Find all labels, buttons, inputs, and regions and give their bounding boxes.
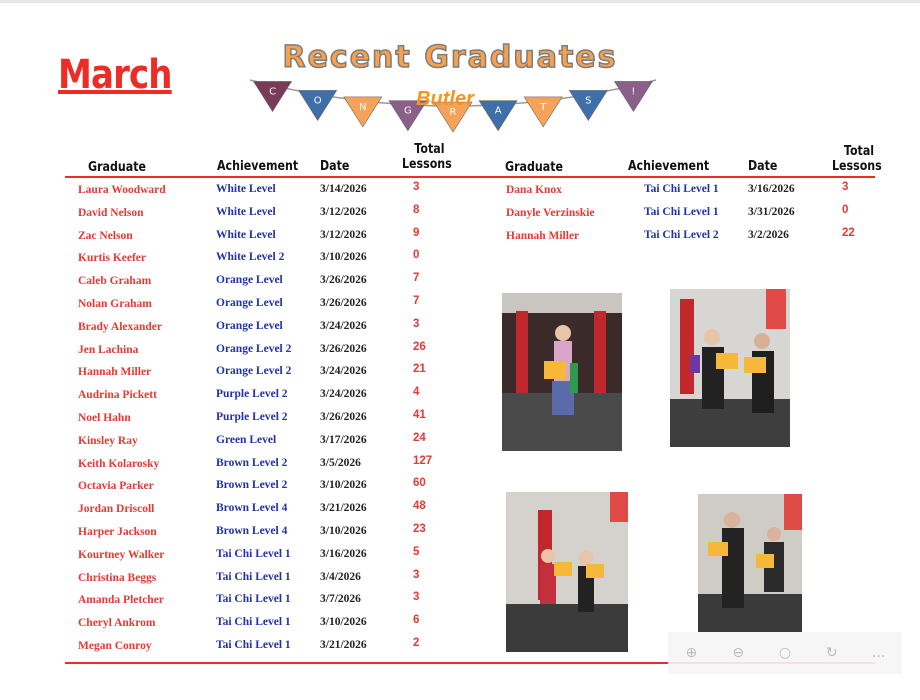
right-row-date: 3/16/2026 [748,183,795,195]
left-row-achievement: Orange Level [216,297,283,309]
left-row-date: 3/10/2026 [320,479,367,492]
left-row-name: Christina Beggs [78,571,157,584]
left-row-lessons: 2 [413,637,420,649]
left-row-lessons: 0 [413,249,420,262]
left-row-achievement: Brown Level 2 [216,456,288,469]
right-row-achievement: Tai Chi Level 2 [644,228,719,241]
right-row-date: 3/31/2026 [748,205,795,218]
left-row-name: David Nelson [78,206,144,219]
left-row-lessons: 7 [413,295,420,307]
location-label: Butler [416,88,474,110]
left-row-lessons: 3 [413,568,420,581]
left-row-lessons: 7 [413,272,420,285]
left-row-lessons: 21 [413,363,426,376]
left-row-lessons: 48 [413,500,426,513]
left-row-lessons: 41 [413,409,426,421]
left-row-lessons: 6 [413,614,420,627]
left-row-achievement: Orange Level 2 [216,365,292,378]
header-graduate-right: Graduate [505,160,563,175]
left-row-name: Noel Hahn [78,412,131,424]
viewer-toolbar [668,632,902,674]
left-row-achievement: White Level [216,228,276,241]
left-row-name: Kourtney Walker [78,548,165,561]
left-row-lessons: 9 [413,226,420,239]
left-row-date: 3/5/2026 [320,456,361,469]
left-row-lessons: 5 [413,545,420,558]
pennant-letter: R [449,107,457,118]
right-row-lessons: 22 [842,226,855,239]
left-row-name: Caleb Graham [78,275,152,288]
right-row-name: Danyle Verzinskie [506,206,595,219]
left-row-name: Megan Conroy [78,640,152,652]
left-row-name: Jordan Driscoll [78,503,155,516]
header-rule [65,176,875,178]
left-row-date: 3/24/2026 [320,319,367,332]
header-total-line1-right: Total [843,144,875,159]
left-row-date: 3/12/2026 [320,205,367,218]
left-row-name: Jen Lachina [78,343,139,356]
banner-title: Recent Graduates [282,40,618,75]
left-row-achievement: Tai Chi Level 1 [216,593,291,606]
left-row-date: 3/10/2026 [320,616,367,629]
right-row-date: 3/2/2026 [748,228,789,241]
header-graduate: Graduate [88,160,146,175]
left-row-lessons: 26 [413,340,426,353]
right-row-achievement: Tai Chi Level 1 [644,183,719,195]
left-row-name: Cheryl Ankrom [78,617,156,630]
pennant-letter: G [404,105,412,117]
pennant-letter: N [359,101,367,113]
rotate-icon[interactable]: ↻ [825,645,838,661]
left-row-date: 3/26/2026 [320,411,367,423]
left-row-date: 3/24/2026 [320,365,367,378]
graduate-photo-4 [698,494,802,632]
left-row-date: 3/16/2026 [320,547,367,560]
left-row-name: Harper Jackson [78,526,157,538]
left-row-achievement: Tai Chi Level 1 [216,616,291,629]
left-row-date: 3/26/2026 [320,297,367,309]
left-row-achievement: Tai Chi Level 1 [216,570,291,583]
header-date: Date [320,159,350,174]
left-row-achievement: Brown Level 4 [216,525,288,537]
right-row-name: Dana Knox [506,184,562,196]
left-row-date: 3/26/2026 [320,274,367,287]
left-row-lessons: 3 [413,317,420,330]
left-row-name: Octavia Parker [78,480,154,493]
left-row-name: Amanda Pletcher [78,594,164,607]
right-row-name: Hannah Miller [506,229,580,242]
left-row-lessons: 3 [413,591,420,604]
graduate-photo-1 [502,293,622,451]
search-icon[interactable]: ○ [778,645,792,661]
left-row-achievement: White Level [216,183,276,195]
left-row-date: 3/26/2026 [320,342,367,355]
left-row-achievement: Tai Chi Level 1 [216,639,291,651]
left-row-name: Zac Nelson [78,229,133,242]
graduate-photo-2 [670,289,790,447]
header-total-line2: Lessons [402,157,452,172]
left-row-date: 3/7/2026 [320,593,361,606]
left-row-achievement: Green Level [216,433,277,446]
left-row-lessons: 4 [413,386,420,399]
zoom-in-icon[interactable]: ⊕ [685,645,698,661]
pennant-letter: T [540,101,547,113]
pennant-letter: O [313,95,322,107]
left-row-name: Kurtis Keefer [78,252,147,265]
left-row-lessons: 23 [413,523,426,535]
left-row-achievement: Tai Chi Level 1 [216,547,291,560]
header-total-lessons-right [832,144,882,174]
left-row-name: Keith Kolarosky [78,457,160,470]
more-icon[interactable]: … [871,645,886,661]
left-row-achievement: Brown Level 2 [216,479,288,492]
left-row-date: 3/21/2026 [320,639,367,651]
left-row-lessons: 60 [413,477,426,490]
left-row-name: Laura Woodward [78,184,166,196]
right-row-lessons: 3 [842,181,849,193]
left-row-achievement: Brown Level 4 [216,502,288,515]
left-row-date: 3/24/2026 [320,388,367,401]
left-row-achievement: Purple Level 2 [216,388,288,401]
left-row-date: 3/10/2026 [320,251,367,264]
header-achievement-right: Achievement [628,159,710,174]
graduate-photo-3 [506,492,628,652]
right-row-achievement: Tai Chi Level 1 [644,205,719,218]
left-row-lessons: 8 [413,203,420,216]
zoom-out-icon[interactable]: ⊖ [732,645,745,661]
left-row-name: Brady Alexander [78,320,163,333]
left-row-name: Hannah Miller [78,366,152,379]
left-row-date: 3/14/2026 [320,183,367,195]
left-row-name: Audrina Pickett [78,389,157,402]
left-row-date: 3/4/2026 [320,570,361,583]
left-row-date: 3/10/2026 [320,525,367,537]
pennant-letter: S [585,95,592,107]
left-row-achievement: White Level [216,205,276,218]
pennant-letter: C [269,86,277,98]
top-border [0,0,920,3]
month-title: March [58,52,172,98]
header-total-line1: Total [414,142,445,157]
header-date-right: Date [748,159,778,174]
pennant-letter: A [494,105,502,117]
pennant-letter: ! [631,86,636,98]
left-row-lessons: 3 [413,181,420,193]
left-row-achievement: Orange Level 2 [216,342,292,355]
left-row-date: 3/17/2026 [320,433,367,446]
left-row-lessons: 127 [413,454,433,467]
left-row-achievement: Orange Level [216,274,283,287]
right-row-lessons: 0 [842,203,849,216]
left-row-date: 3/21/2026 [320,502,367,515]
left-row-name: Kinsley Ray [78,434,138,447]
left-row-achievement: Purple Level 2 [216,411,288,423]
left-row-achievement: White Level 2 [216,251,285,264]
header-achievement: Achievement [217,159,299,174]
left-row-date: 3/12/2026 [320,228,367,241]
left-row-lessons: 24 [413,431,426,444]
left-row-name: Nolan Graham [78,298,152,310]
header-total-lessons [402,142,452,172]
left-row-achievement: Orange Level [216,319,283,332]
header-total-line2-right: Lessons [832,159,882,174]
